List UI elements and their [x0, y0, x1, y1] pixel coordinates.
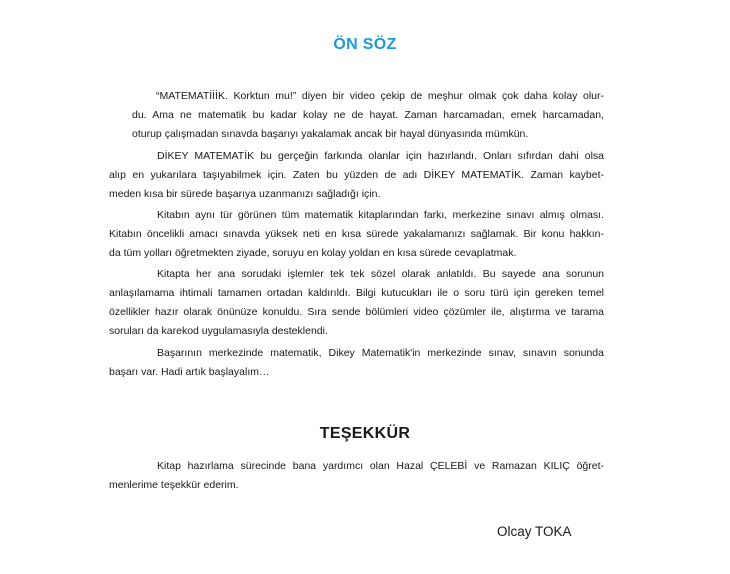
preface-paragraph-5 [109, 344, 604, 382]
paragraph-line: Kitap hazırlama sürecinde bana yardımcı olan Hazal ÇELEBİ ve Ramazan KILIÇ öğret- [157, 460, 604, 472]
preface-paragraph-1 [132, 87, 604, 144]
thanks-title: TEŞEKKÜR [319, 425, 411, 442]
preface-paragraph-4 [109, 265, 604, 341]
paragraph-line: meden kısa bir sürede başarıya uzanmanızı sağladığı için. [109, 188, 381, 200]
paragraph-line: “MATEMATİİİK. Korktun mu!” diyen bir video çekip de meşhur olmak çok daha kolay olur- [156, 90, 604, 102]
paragraph-line: özellikler hazır olarak önünüze konuldu. Sıra sende bölümleri video çözümler ile, alıştırma ve tarama [109, 306, 604, 318]
thanks-paragraph [109, 457, 604, 495]
paragraph-line: Kitabın öncelikli amacı sınavda yüksek neti en kısa sürede yakalamanızı sağlamak. Bir konu hakkın- [109, 228, 604, 240]
paragraph-line: oturup çalışmadan sınavda başarıyı yakalamak ancak bir hayal dünyasında mümkün. [132, 128, 529, 140]
preface-title: ÖN SÖZ [333, 36, 397, 53]
author-signature: Olcay TOKA [497, 524, 572, 539]
paragraph-line: Kitabın aynı tür görünen tüm matematik kitaplarından farkı, merkezine sınavı almış olması. [157, 209, 604, 221]
paragraph-line: da tüm yolları öğretmekten ziyade, soruyu en kolay yoldan en kısa sürede cevaplatmak. [109, 247, 517, 259]
paragraph-line: anlaşılamama ihtimali tamamen ortadan kaldırıldı. Bilgi kutucukları ile o soru türü için gereken temel [109, 287, 604, 299]
preface-paragraph-2 [109, 147, 604, 204]
paragraph-line: DİKEY MATEMATİK bu gerçeğin farkında olanlar için hazırlandı. Onları sıfırdan dahi olsa [157, 150, 604, 162]
preface-paragraph-3 [109, 206, 604, 263]
paragraph-line: Başarının merkezinde matematik, Dikey Matematik'in merkezinde sınav, sınavın sonunda [157, 347, 604, 359]
paragraph-line: soruları da karekod uygulamasıyla desteklendi. [109, 325, 328, 337]
paragraph-line: Kitapta her ana sorudaki işlemler tek tek sözel olarak anlatıldı. Bu sayede ana sorunun [157, 268, 604, 280]
paragraph-line: başarı var. Hadi artık başlayalım… [109, 366, 270, 378]
paragraph-line: du. Ama ne matematik bu kadar kolay ne de hayat. Zaman harcamadan, emek harcamadan, [132, 109, 604, 121]
paragraph-line: menlerime teşekkür ederim. [109, 479, 239, 491]
paragraph-line: alıp en yukarılara taşıyabilmek için. Zaten bu yüzden de adı DİKEY MATEMATİK. Zaman kaybet- [109, 169, 604, 181]
